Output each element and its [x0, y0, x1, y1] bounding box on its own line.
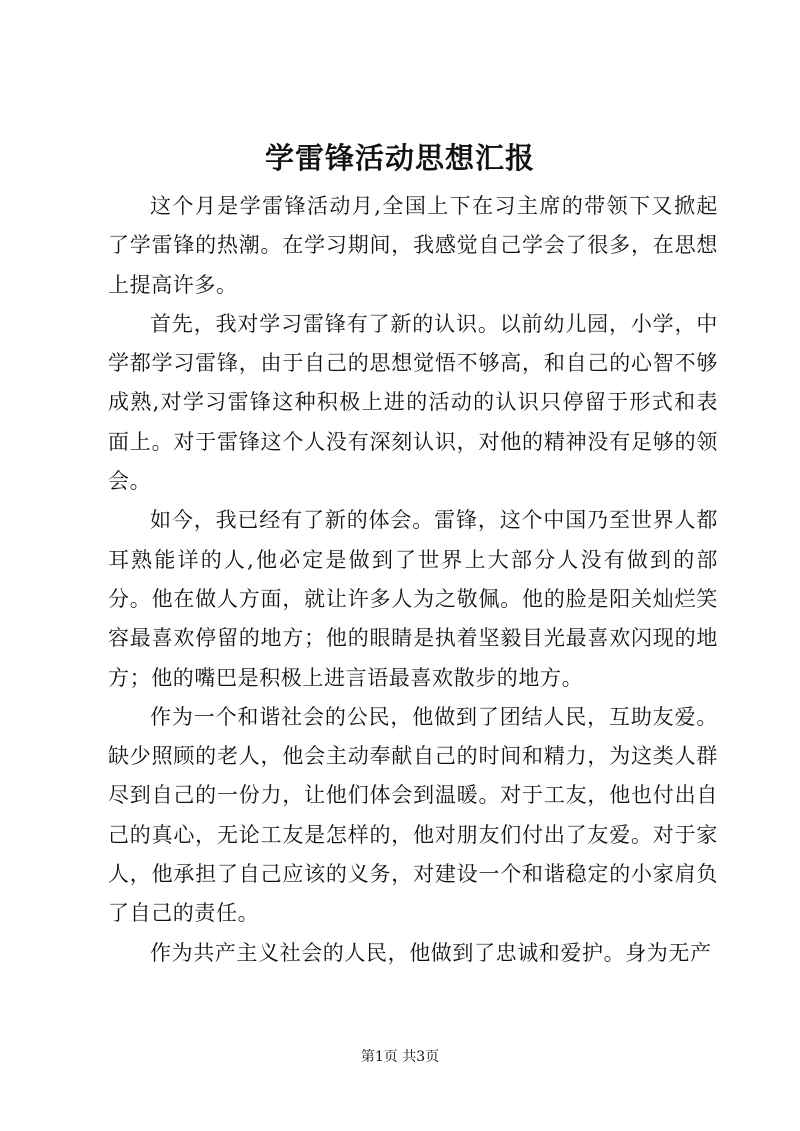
document-body [108, 187, 718, 973]
paragraph-1: 这个月是学雷锋活动月,全国上下在习主席的带领下又掀起了学雷锋的热潮。在学习期间，我感觉自己学会了很多，在思想上提高许多。 [108, 194, 718, 297]
document-title: 学雷锋活动思想汇报 [264, 141, 535, 175]
paragraph-5: 作为共产主义社会的人民，他做到了忠诚和爱护。身为无产 [150, 940, 712, 965]
paragraph-2: 首先，我对学习雷锋有了新的认识。以前幼儿园，小学，中学都学习雷锋，由于自己的思想觉悟不够高，和自己的心智不够成熟,对学习雷锋这种积极上进的活动的认识只停留于形式和表面上。对于雷锋这个人没有深刻认识，对他的精神没有足够的领会。 [108, 311, 718, 494]
paragraph-4: 作为一个和谐社会的公民，他做到了团结人民，互助友爱。缺少照顾的老人，他会主动奉献自己的时间和精力，为这类人群尽到自己的一份力，让他们体会到温暖。对于工友，他也付出自己的真心，无论工友是怎样的，他对朋友们付出了友爱。对于家人，他承担了自己应该的义务，对建设一个和谐稳定的小家肩负了自己的责任。 [108, 704, 718, 926]
paragraph-3: 如今，我已经有了新的体会。雷锋，这个中国乃至世界人都耳熟能详的人,他必定是做到了世界上大部分人没有做到的部分。他在做人方面，就让许多人为之敬佩。他的脸是阳关灿烂笑容最喜欢停留的地方；他的眼睛是执着坚毅目光最喜欢闪现的地方；他的嘴巴是积极上进言语最喜欢散步的地方。 [108, 508, 718, 690]
page-footer: 第1页 共3页 [360, 1049, 440, 1065]
